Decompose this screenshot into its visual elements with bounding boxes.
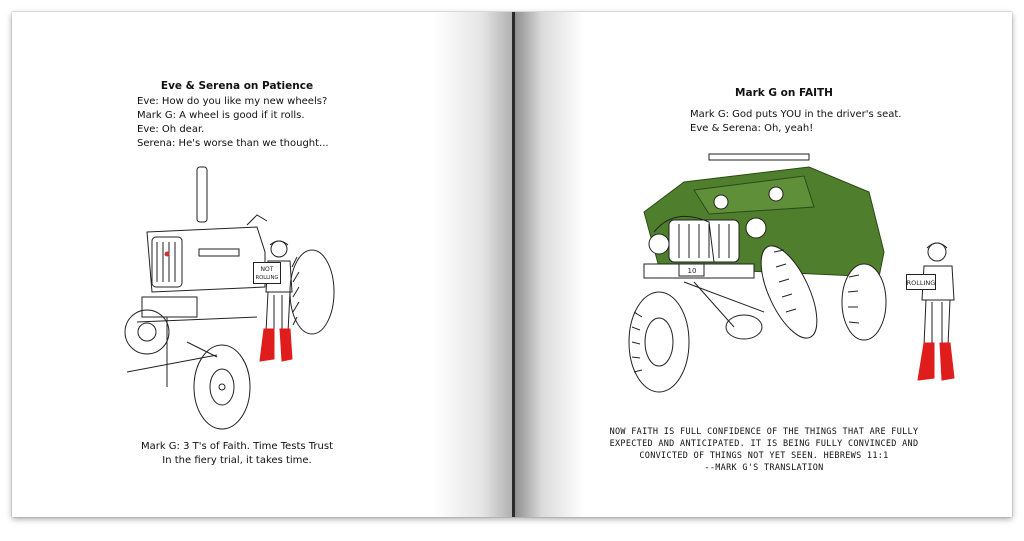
plate-text: 10 xyxy=(687,267,697,275)
left-caption xyxy=(112,440,362,468)
dialogue-line: Serena: He's worse than we thought... xyxy=(137,138,329,149)
book-spine xyxy=(512,12,515,517)
tractor-illustration xyxy=(107,157,337,432)
sign-text-rolling-right: ROLLING xyxy=(906,279,936,287)
dialogue-line: Mark G: A wheel is good if it rolls. xyxy=(137,110,305,121)
quote-line: CONVICTED OF THINGS NOT YET SEEN. HEBREWS 11:1 xyxy=(639,451,889,461)
quote-line: EXPECTED AND ANTICIPATED. IT IS BEING FULLY CONVINCED AND xyxy=(609,439,919,449)
faith-quote xyxy=(594,426,934,474)
dialogue-line: Eve: Oh dear. xyxy=(137,124,205,135)
caption-line: Mark G: 3 T's of Faith. Time Tests Trust xyxy=(140,441,334,452)
left-page-title: Eve & Serena on Patience xyxy=(160,80,314,92)
rolling-sign xyxy=(906,274,936,290)
caption-line: In the fiery trial, it takes time. xyxy=(162,455,312,466)
sign-text-not: NOT xyxy=(260,266,274,273)
jeep-license-plate xyxy=(679,264,705,276)
dialogue-line: Eve & Serena: Oh, yeah! xyxy=(690,123,814,134)
jeep-illustration xyxy=(614,152,914,397)
quote-line: NOW FAITH IS FULL CONFIDENCE OF THE THINGS THAT ARE FULLY xyxy=(609,427,919,437)
left-page xyxy=(12,12,514,517)
right-page-title: Mark G on FAITH xyxy=(735,87,833,99)
quote-attribution: --MARK G'S TRANSLATION xyxy=(704,463,824,473)
dialogue-line: Eve: How do you like my new wheels? xyxy=(137,96,328,107)
sign-text-rolling: ROLLING xyxy=(255,275,279,281)
gutter-shadow-right xyxy=(514,12,584,517)
not-rolling-sign xyxy=(253,262,281,284)
left-dialogue xyxy=(137,95,397,151)
right-dialogue xyxy=(690,108,950,136)
dialogue-line: Mark G: God puts YOU in the driver's seat. xyxy=(690,109,902,120)
open-book xyxy=(12,12,1012,517)
girl-figure-right xyxy=(912,240,962,385)
gutter-shadow-left xyxy=(434,12,514,517)
right-page xyxy=(514,12,1012,517)
girl-figure xyxy=(252,237,302,367)
